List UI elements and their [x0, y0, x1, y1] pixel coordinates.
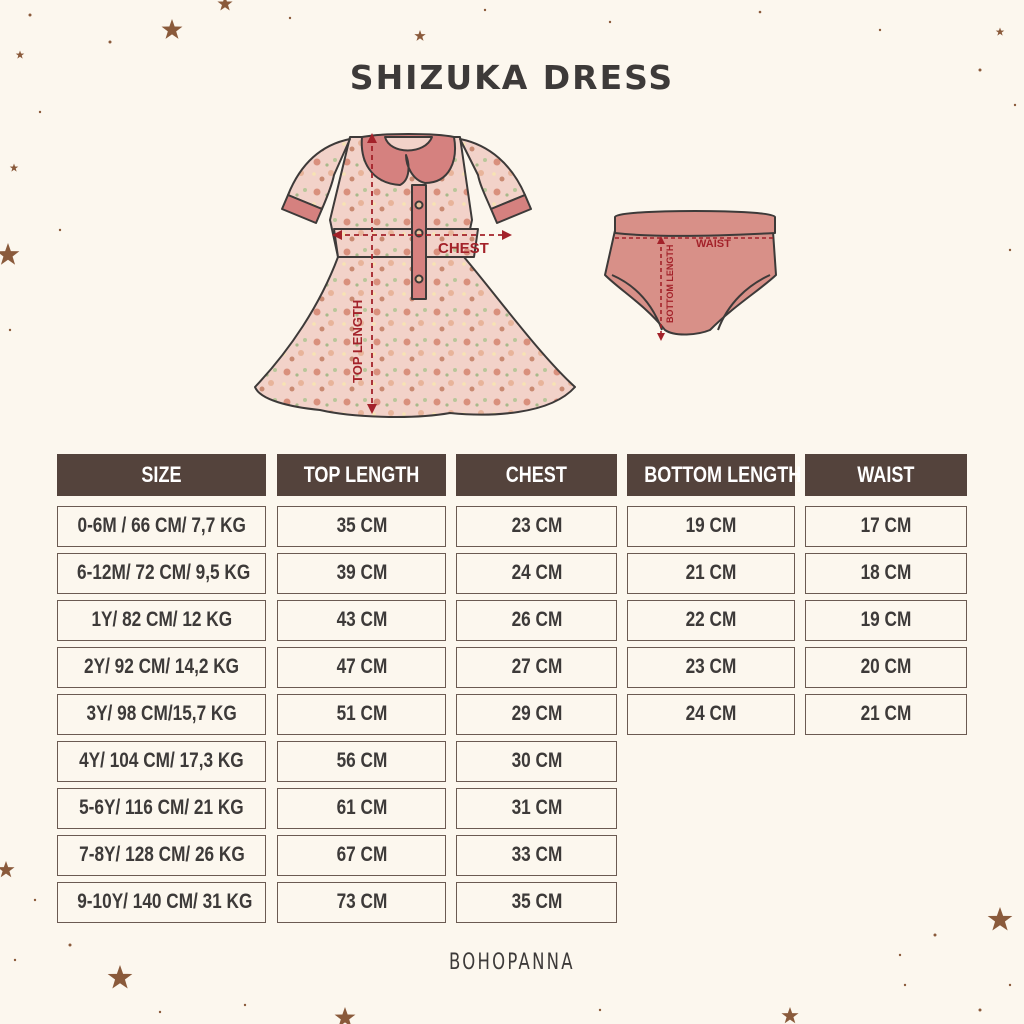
table-cell: 19 CM: [805, 600, 967, 641]
star-icon: [0, 861, 15, 877]
table-cell: 73 CM: [277, 882, 446, 923]
star-icon: [162, 19, 183, 39]
column-header: TOP LENGTH: [277, 454, 446, 496]
star-icon: [781, 1007, 798, 1023]
table-cell: 27 CM: [456, 647, 617, 688]
waist-label: WAIST: [696, 238, 731, 250]
table-cell: 47 CM: [277, 647, 446, 688]
table-cell: 56 CM: [277, 741, 446, 782]
page-title: SHIZUKA DRESS: [349, 58, 675, 97]
table-cell: 17 CM: [805, 506, 967, 547]
table-cell: 21 CM: [627, 553, 795, 594]
top-length-label: TOP LENGTH: [350, 299, 365, 383]
table-cell: 2Y/ 92 CM/ 14,2 KG: [57, 647, 266, 688]
table-cell: 43 CM: [277, 600, 446, 641]
table-cell: 39 CM: [277, 553, 446, 594]
table-cell: 18 CM: [805, 553, 967, 594]
column-size: [57, 454, 266, 929]
table-cell: 67 CM: [277, 835, 446, 876]
star-icon: [335, 1007, 356, 1024]
table-cell: 29 CM: [456, 694, 617, 735]
table-cell: 33 CM: [456, 835, 617, 876]
table-cell: 24 CM: [627, 694, 795, 735]
table-cell: 19 CM: [627, 506, 795, 547]
column-header: WAIST: [805, 454, 967, 496]
table-cell: 20 CM: [805, 647, 967, 688]
table-cell: 0-6M / 66 CM/ 7,7 KG: [57, 506, 266, 547]
table-cell: 5-6Y/ 116 CM/ 21 KG: [57, 788, 266, 829]
table-cell: 31 CM: [456, 788, 617, 829]
column-chest: [456, 454, 617, 929]
bottom-length-label: BOTTOM LENGTH: [665, 244, 675, 323]
column-bottom-length: [627, 454, 802, 741]
bloomers-drawing: [605, 211, 776, 335]
star-icon: [996, 28, 1005, 36]
table-cell: 23 CM: [627, 647, 795, 688]
star-icon: [988, 907, 1013, 931]
chest-label: CHEST: [438, 240, 489, 257]
table-cell: 51 CM: [277, 694, 446, 735]
star-icon: [414, 30, 425, 41]
table-cell: 21 CM: [805, 694, 967, 735]
column-waist: [805, 454, 967, 741]
table-cell: 9-10Y/ 140 CM/ 31 KG: [57, 882, 266, 923]
star-icon: [10, 164, 19, 172]
garment-illustration: [250, 125, 790, 425]
star-icon: [0, 243, 19, 265]
table-cell: 35 CM: [277, 506, 446, 547]
star-icon: [217, 0, 232, 10]
table-cell: 1Y/ 82 CM/ 12 KG: [57, 600, 266, 641]
brand-logo-text: BOHOPANNA: [449, 950, 575, 975]
table-cell: 61 CM: [277, 788, 446, 829]
table-cell: 30 CM: [456, 741, 617, 782]
table-cell: 4Y/ 104 CM/ 17,3 KG: [57, 741, 266, 782]
column-header: SIZE: [57, 454, 266, 496]
table-cell: 35 CM: [456, 882, 617, 923]
table-cell: 23 CM: [456, 506, 617, 547]
table-cell: 3Y/ 98 CM/15,7 KG: [57, 694, 266, 735]
column-top-length: [277, 454, 446, 929]
table-cell: 7-8Y/ 128 CM/ 26 KG: [57, 835, 266, 876]
column-header: CHEST: [456, 454, 617, 496]
column-header: BOTTOM LENGTH: [627, 454, 795, 496]
dress-drawing: [255, 134, 575, 417]
table-cell: 22 CM: [627, 600, 795, 641]
table-cell: 24 CM: [456, 553, 617, 594]
table-cell: 6-12M/ 72 CM/ 9,5 KG: [57, 553, 266, 594]
table-cell: 26 CM: [456, 600, 617, 641]
